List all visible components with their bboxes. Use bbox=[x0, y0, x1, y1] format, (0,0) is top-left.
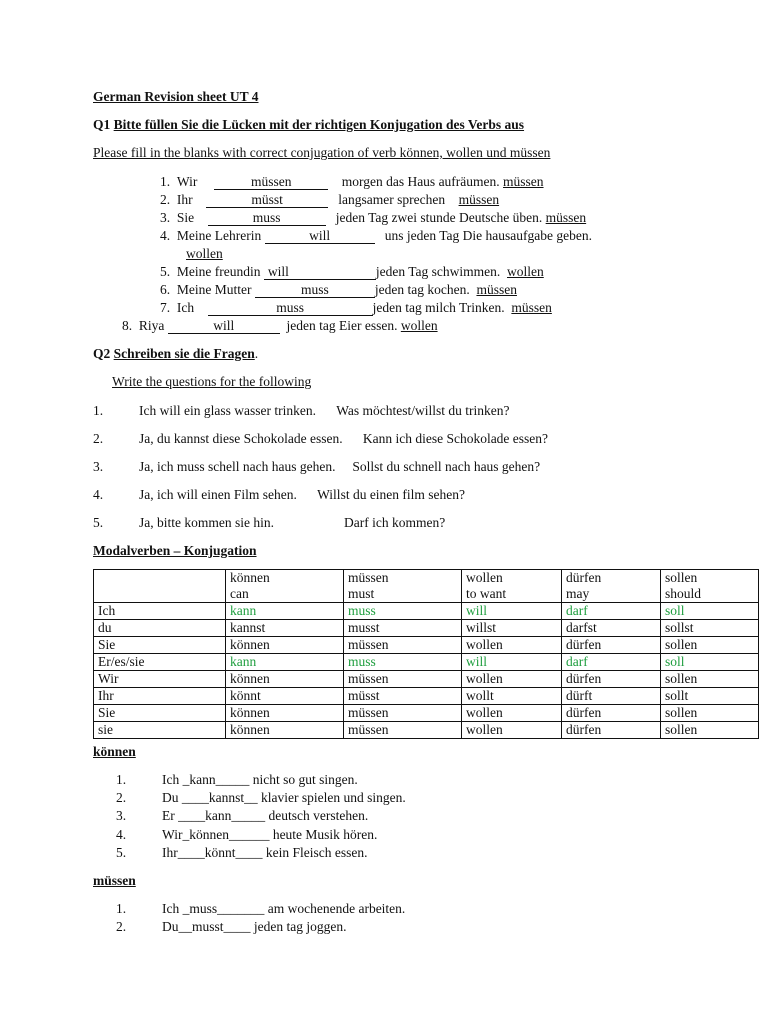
item-number: 1. bbox=[116, 772, 127, 787]
header-cell: müssen must bbox=[344, 570, 462, 603]
table-cell: willst bbox=[462, 620, 562, 637]
table-cell: kannst bbox=[226, 620, 344, 637]
item-number: 2. bbox=[93, 431, 104, 446]
table-cell: soll bbox=[661, 603, 759, 620]
table-row bbox=[94, 688, 759, 705]
pronoun-cell: Er/es/sie bbox=[94, 654, 226, 671]
item-number: 2. bbox=[160, 192, 171, 207]
q1-item-7 bbox=[160, 300, 552, 316]
table-cell: dürfen bbox=[562, 671, 661, 688]
verb-hint: müssen bbox=[511, 300, 552, 315]
verb-hint: wollen bbox=[186, 246, 223, 261]
answer-blank[interactable]: müssen bbox=[214, 175, 328, 190]
table-cell: sollen bbox=[661, 722, 759, 739]
header-cell: dürfen may bbox=[562, 570, 661, 603]
pronoun-cell: Wir bbox=[94, 671, 226, 688]
q2-item-5 bbox=[93, 515, 445, 531]
table-cell: dürfen bbox=[562, 637, 661, 654]
item-number: 3. bbox=[93, 459, 104, 474]
q1-instruction: Please fill in the blanks with correct conjugation of verb können, wollen und müssen bbox=[93, 145, 551, 160]
q1-item-4-hint bbox=[186, 246, 223, 262]
item-text: Ihr____könnt____ kein Fleisch essen. bbox=[162, 845, 368, 860]
item-number: 4. bbox=[93, 487, 104, 502]
table-cell: dürfen bbox=[562, 705, 661, 722]
item-number: 3. bbox=[116, 808, 127, 823]
item-rest: uns jeden Tag Die hausaufgabe geben. bbox=[384, 228, 592, 243]
modal-heading: Modalverben – Konjugation bbox=[93, 543, 257, 558]
table-cell: könnt bbox=[226, 688, 344, 705]
answer-blank[interactable]: muss bbox=[208, 211, 326, 226]
muessen-item-2 bbox=[116, 919, 346, 935]
table-cell: wollt bbox=[462, 688, 562, 705]
table-cell: sollen bbox=[661, 705, 759, 722]
table-cell: wollen bbox=[462, 671, 562, 688]
table-cell: muss bbox=[344, 603, 462, 620]
item-rest: jeden Tag zwei stunde Deutsche üben. bbox=[335, 210, 543, 225]
koennen-item-4 bbox=[116, 827, 377, 843]
q1-item-6 bbox=[160, 282, 517, 298]
q2-item-2 bbox=[93, 431, 548, 447]
pronoun-cell: du bbox=[94, 620, 226, 637]
q1-item-3 bbox=[160, 210, 586, 226]
koennen-item-3 bbox=[116, 808, 368, 824]
table-header-row bbox=[94, 570, 759, 603]
header-cell: wollen to want bbox=[462, 570, 562, 603]
answer-blank[interactable]: muss bbox=[208, 301, 373, 316]
item-rest: langsamer sprechen bbox=[338, 192, 446, 207]
modal-verb-table bbox=[93, 569, 759, 739]
verb-hint: wollen bbox=[507, 264, 544, 279]
answer-blank[interactable]: will bbox=[265, 229, 375, 244]
item-question: Was möchtest/willst du trinken? bbox=[336, 403, 510, 418]
item-statement: Ja, du kannst diese Schokolade essen. bbox=[139, 431, 343, 446]
answer-blank[interactable]: müsst bbox=[206, 193, 328, 208]
header-cell bbox=[94, 570, 226, 603]
item-text: Du__musst____ jeden tag joggen. bbox=[162, 919, 347, 934]
verb-hint: müssen bbox=[458, 192, 500, 207]
q1-item-2 bbox=[160, 192, 499, 208]
pronoun-cell: sie bbox=[94, 722, 226, 739]
item-text: Ich _muss_______ am wochenende arbeiten. bbox=[162, 901, 406, 916]
item-text: Ich _kann_____ nicht so gut singen. bbox=[162, 772, 358, 787]
header-cell: sollen should bbox=[661, 570, 759, 603]
table-cell: dürfen bbox=[562, 722, 661, 739]
table-cell: müssen bbox=[344, 637, 462, 654]
item-statement: Ich will ein glass wasser trinken. bbox=[139, 403, 316, 418]
item-number: 7. bbox=[160, 300, 171, 315]
koennen-heading: können bbox=[93, 744, 136, 759]
q2-instruction: Write the questions for the following bbox=[112, 374, 312, 389]
item-question: Kann ich diese Schokolade essen? bbox=[362, 431, 549, 446]
q1-item-8 bbox=[122, 318, 438, 334]
table-row bbox=[94, 705, 759, 722]
table-row bbox=[94, 722, 759, 739]
item-rest: jeden tag Eier essen. bbox=[286, 318, 398, 333]
table-cell: sollen bbox=[661, 671, 759, 688]
q2-item-4 bbox=[93, 487, 465, 503]
table-cell: sollen bbox=[661, 637, 759, 654]
verb-hint: müssen bbox=[545, 210, 587, 225]
q2-item-1 bbox=[93, 403, 509, 419]
table-cell: soll bbox=[661, 654, 759, 671]
header-cell: können can bbox=[226, 570, 344, 603]
item-rest: jeden tag kochen. bbox=[374, 282, 470, 297]
item-number: 5. bbox=[93, 515, 104, 530]
q1-item-5 bbox=[160, 264, 544, 280]
item-subject: Ich bbox=[176, 300, 195, 315]
item-subject: Meine Mutter bbox=[176, 282, 252, 297]
muessen-item-1 bbox=[116, 901, 405, 917]
pronoun-cell: Ihr bbox=[94, 688, 226, 705]
pronoun-cell: Sie bbox=[94, 705, 226, 722]
verb-hint: müssen bbox=[503, 174, 544, 189]
q1-item-1 bbox=[160, 174, 544, 190]
item-question: Sollst du schnell nach haus gehen? bbox=[352, 459, 541, 474]
table-cell: wollen bbox=[462, 705, 562, 722]
item-number: 5. bbox=[160, 264, 171, 279]
muessen-heading: müssen bbox=[93, 873, 136, 888]
table-cell: können bbox=[226, 705, 344, 722]
q1-number: Q1 bbox=[93, 117, 111, 132]
table-cell: können bbox=[226, 637, 344, 654]
koennen-item-2 bbox=[116, 790, 406, 806]
q1-heading-text: Bitte füllen Sie die Lücken mit der richtigen Konjugation des Verbs aus bbox=[113, 117, 525, 132]
q2-item-3 bbox=[93, 459, 540, 475]
item-number: 8. bbox=[122, 318, 133, 333]
table-cell: wollen bbox=[462, 637, 562, 654]
table-cell: müssen bbox=[344, 671, 462, 688]
item-statement: Ja, bitte kommen sie hin. bbox=[139, 515, 274, 530]
table-cell: muss bbox=[344, 654, 462, 671]
item-question: Darf ich kommen? bbox=[344, 515, 446, 530]
answer-blank[interactable]: will bbox=[264, 265, 376, 280]
item-number: 2. bbox=[116, 790, 127, 805]
table-cell: kann bbox=[226, 603, 344, 620]
table-cell: müssen bbox=[344, 722, 462, 739]
item-number: 2. bbox=[116, 919, 127, 934]
verb-hint: wollen bbox=[400, 318, 438, 333]
table-cell: wollen bbox=[462, 722, 562, 739]
verb-hint: müssen bbox=[476, 282, 517, 297]
item-subject: Wir bbox=[176, 174, 198, 189]
item-number: 1. bbox=[116, 901, 127, 916]
item-number: 4. bbox=[160, 228, 171, 243]
item-statement: Ja, ich will einen Film sehen. bbox=[139, 487, 297, 502]
table-cell: kann bbox=[226, 654, 344, 671]
q2-heading-text: Schreiben sie die Fragen bbox=[113, 346, 255, 361]
table-cell: darf bbox=[562, 654, 661, 671]
item-subject: Riya bbox=[138, 318, 165, 333]
table-row bbox=[94, 637, 759, 654]
table-cell: können bbox=[226, 671, 344, 688]
table-row bbox=[94, 620, 759, 637]
table-cell: dürft bbox=[562, 688, 661, 705]
item-text: Wir_können______ heute Musik hören. bbox=[162, 827, 378, 842]
q2-number: Q2 bbox=[93, 346, 111, 361]
item-number: 1. bbox=[93, 403, 104, 418]
item-question: Willst du einen film sehen? bbox=[317, 487, 466, 502]
item-statement: Ja, ich muss schell nach haus gehen. bbox=[139, 459, 336, 474]
item-number: 3. bbox=[160, 210, 171, 225]
q1-heading bbox=[93, 117, 524, 133]
q1-item-4 bbox=[160, 228, 592, 244]
item-number: 6. bbox=[160, 282, 171, 297]
table-cell: müssen bbox=[344, 705, 462, 722]
table-cell: will bbox=[462, 654, 562, 671]
table-row bbox=[94, 654, 759, 671]
item-number: 1. bbox=[160, 174, 171, 189]
item-subject: Ihr bbox=[176, 192, 193, 207]
table-row bbox=[94, 671, 759, 688]
pronoun-cell: Sie bbox=[94, 637, 226, 654]
item-text: Er ____kann_____ deutsch verstehen. bbox=[162, 808, 369, 823]
item-subject: Sie bbox=[176, 210, 195, 225]
item-subject: Meine Lehrerin bbox=[176, 228, 262, 243]
item-subject: Meine freundin bbox=[176, 264, 261, 279]
item-number: 5. bbox=[116, 845, 127, 860]
table-cell: können bbox=[226, 722, 344, 739]
page-title: German Revision sheet UT 4 bbox=[93, 89, 259, 104]
table-cell: müsst bbox=[344, 688, 462, 705]
q2-heading: Q2 Schreiben sie die Fragen. bbox=[93, 346, 259, 361]
item-rest: jeden tag milch Trinken. bbox=[372, 300, 505, 315]
koennen-item-1 bbox=[116, 772, 358, 788]
table-cell: musst bbox=[344, 620, 462, 637]
table-cell: sollt bbox=[661, 688, 759, 705]
table-row bbox=[94, 603, 759, 620]
item-rest: jeden Tag schwimmen. bbox=[375, 264, 501, 279]
table-cell: darfst bbox=[562, 620, 661, 637]
item-number: 4. bbox=[116, 827, 127, 842]
pronoun-cell: Ich bbox=[94, 603, 226, 620]
koennen-item-5 bbox=[116, 845, 367, 861]
answer-blank[interactable]: will bbox=[168, 319, 280, 334]
table-cell: will bbox=[462, 603, 562, 620]
item-text: Du ____kannst__ klavier spielen und singen. bbox=[162, 790, 406, 805]
table-cell: darf bbox=[562, 603, 661, 620]
table-cell: sollst bbox=[661, 620, 759, 637]
answer-blank[interactable]: muss bbox=[255, 283, 375, 298]
item-rest: morgen das Haus aufräumen. bbox=[341, 174, 500, 189]
